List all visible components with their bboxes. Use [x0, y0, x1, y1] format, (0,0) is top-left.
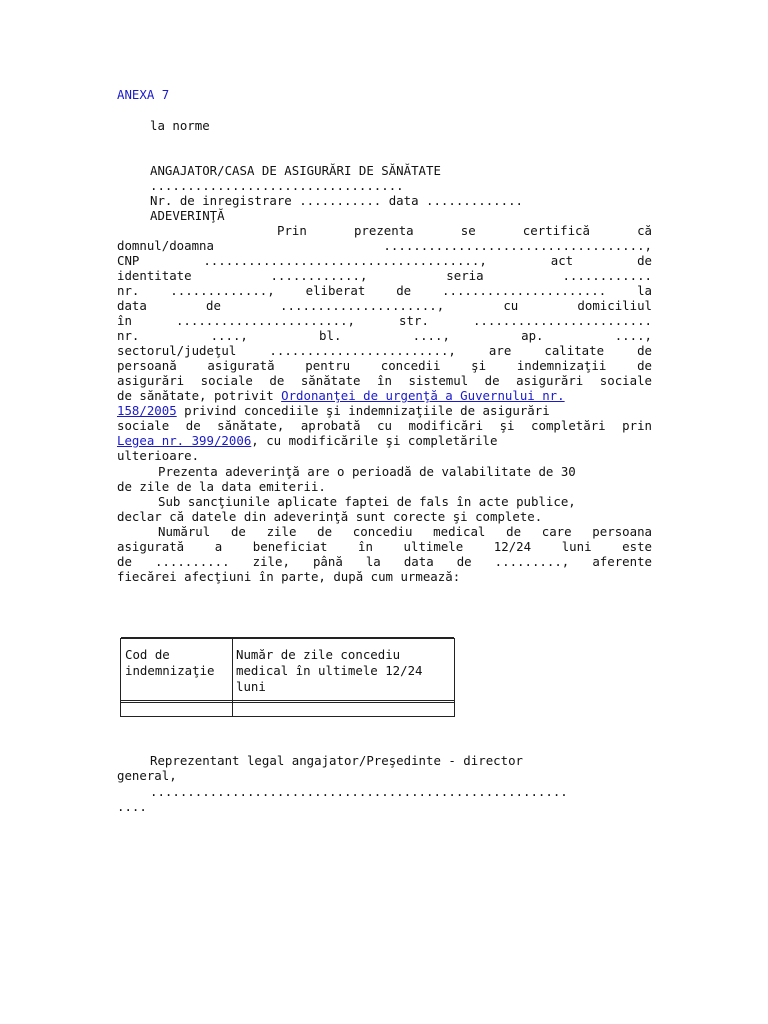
sanctions-line: Sub sancţiunile aplicate faptei de fals în acte publice, [158, 494, 576, 509]
representative-title-cont: general, [117, 768, 177, 783]
body-line: în ......................., str. ........................ [117, 313, 652, 328]
body-text: , cu modificările şi completările [251, 433, 498, 448]
table-header-days-line: medical în ultimele 12/24 [236, 663, 423, 678]
representative-title: Reprezentant legal angajator/Preşedinte - director [150, 753, 523, 768]
annex-subtitle: la norme [150, 118, 210, 133]
body-line: ulterioare. [117, 448, 200, 463]
body-line: Prin prezenta se certifică că [277, 223, 652, 238]
table-header-code-line: indemnizaţie [125, 663, 215, 678]
table-header-code-line: Cod de [125, 647, 170, 662]
body-text: de sănătate, potrivit [117, 388, 274, 403]
body-line: persoană asigurată pentru concedii şi indemnizaţii de [117, 358, 652, 373]
body-text: privind concediile şi indemnizaţiile de asigurări [184, 403, 550, 418]
leave-table [120, 638, 455, 717]
employer-title: ANGAJATOR/CASA DE ASIGURĂRI DE SĂNĂTATE [150, 163, 441, 178]
validity-line: Prezenta adeverinţă are o perioadă de valabilitate de 30 [158, 464, 576, 479]
body-line: nr. ............., eliberat de ...................... la [117, 283, 652, 298]
body-line: nr. ...., bl. ...., ap. ...., [117, 328, 652, 343]
signature-dots-end: .... [117, 799, 147, 814]
document-title: ADEVERINŢĂ [150, 208, 225, 223]
sanctions-line: declar că datele din adeverinţă sunt corecte şi complete. [117, 509, 543, 524]
body-line: asigurări sociale de sănătate în sistemul de asigurări sociale [117, 373, 652, 388]
lege-link[interactable]: Legea nr. 399/2006 [117, 433, 252, 448]
table-header-days-line: luni [236, 679, 266, 694]
employer-dots: .................................. [150, 178, 404, 193]
body-line [117, 403, 550, 418]
table-row-divider [121, 702, 454, 703]
days-line: fiecărei afecţiuni în parte, după cum urmează: [117, 569, 461, 584]
days-line: Numărul de zile de concediu medical de care persoana [158, 524, 652, 539]
ordonanta-number-link[interactable]: 158/2005 [117, 403, 177, 418]
body-line [117, 433, 497, 448]
ordonanta-link[interactable]: Ordonanţei de urgenţă a Guvernului nr. [281, 388, 565, 403]
table-column-divider [232, 639, 233, 716]
days-line: asigurată a beneficiat în ultimele 12/24 luni este [117, 539, 652, 554]
registration-line: Nr. de inregistrare ........... data ............. [150, 193, 523, 208]
validity-line: de zile de la data emiterii. [117, 479, 326, 494]
body-line: domnul/doamna ..................................., [117, 238, 652, 253]
body-line: CNP ....................................., act de [117, 253, 652, 268]
table-header-divider [121, 700, 454, 701]
body-line: sociale de sănătate, aprobată cu modificări şi completări prin [117, 418, 652, 433]
annex-label: ANEXA 7 [117, 87, 170, 102]
days-line: de .......... zile, până la data de ........., aferente [117, 554, 652, 569]
body-line: data de ....................., cu domiciliul [117, 298, 652, 313]
body-line: sectorul/judeţul ........................, are calitate de [117, 343, 652, 358]
table-top-rule [121, 637, 454, 638]
signature-dots: ........................................................ [150, 784, 568, 799]
body-line: identitate ............, seria ............ [117, 268, 652, 283]
table-header-days-line: Număr de zile concediu [236, 647, 401, 662]
body-line [117, 388, 565, 403]
